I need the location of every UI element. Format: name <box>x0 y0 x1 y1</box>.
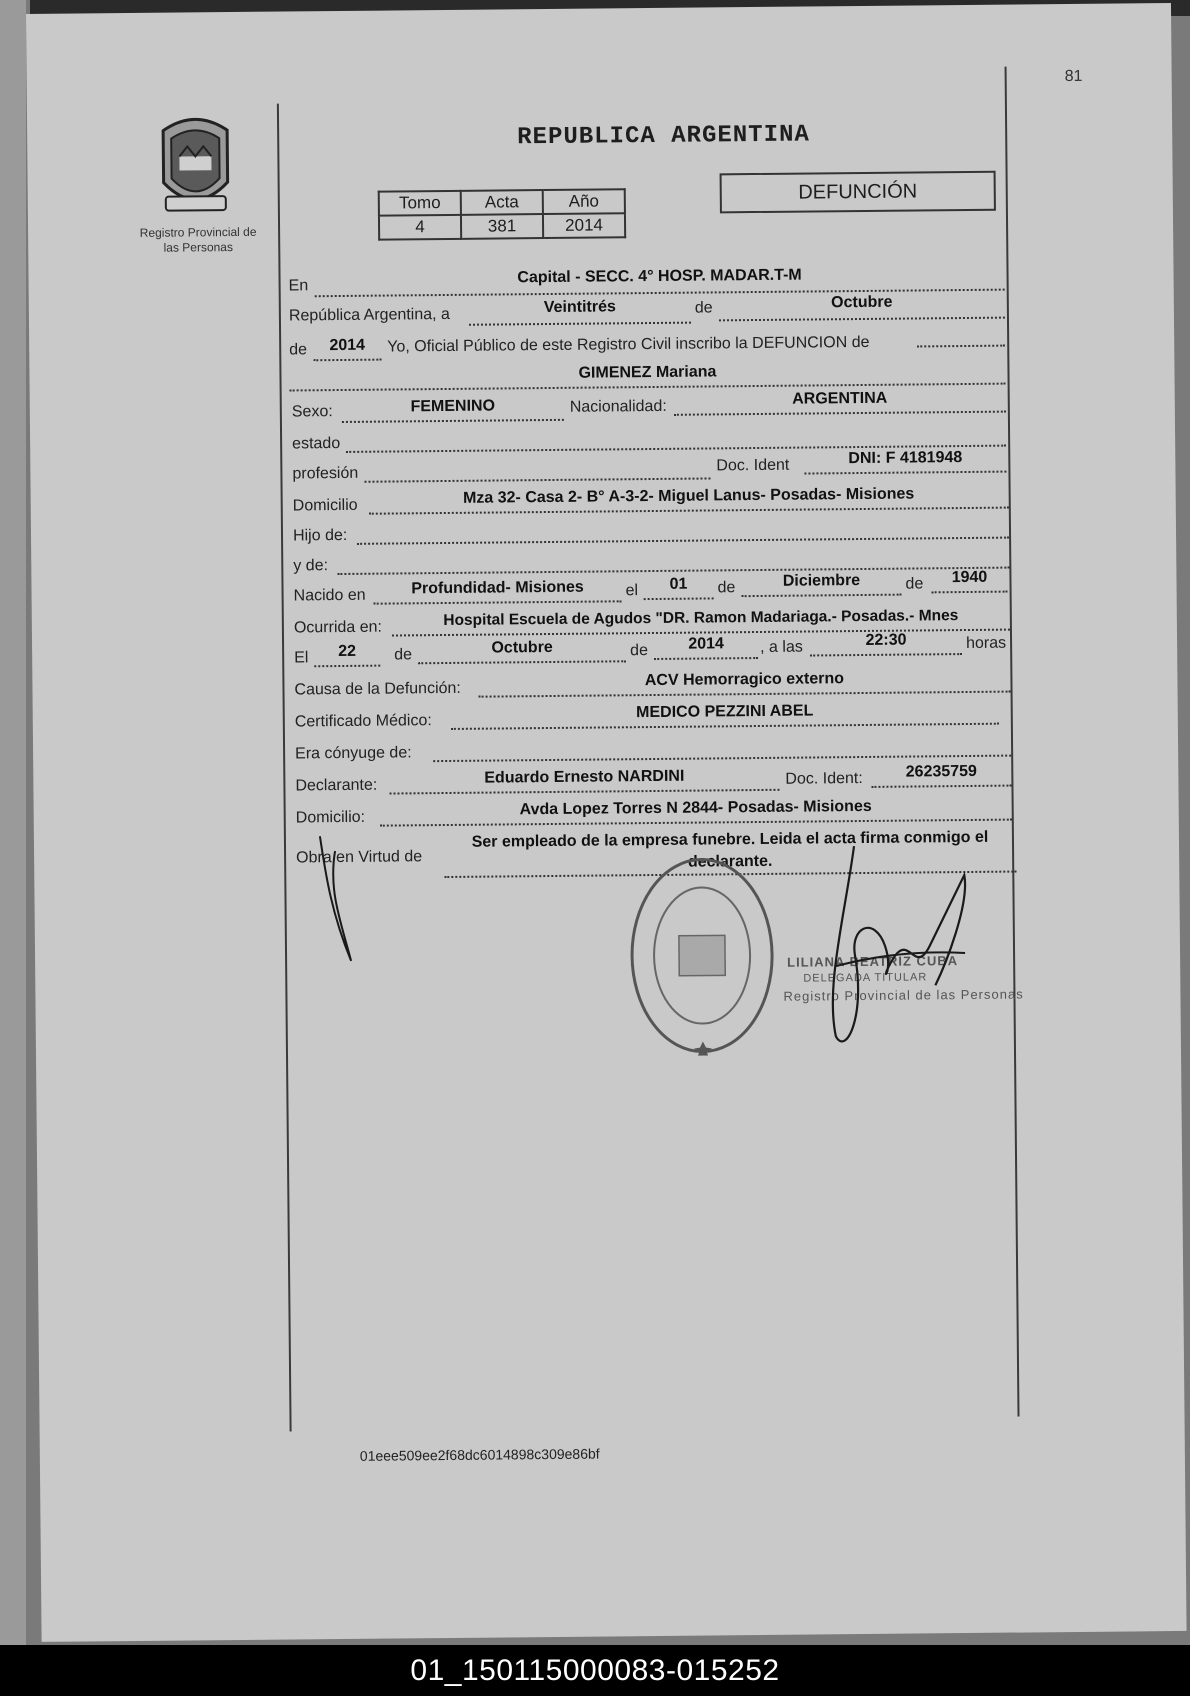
right-margin-rule <box>1005 67 1020 1417</box>
mes-line <box>719 317 1005 322</box>
record-type-box: DEFUNCIÓN <box>720 171 996 214</box>
ocurrida-label: Ocurrida en: <box>293 618 383 637</box>
domicilio2-label: Domicilio: <box>295 808 366 827</box>
y-de-label: y de: <box>293 557 329 575</box>
El-label: El <box>294 649 309 667</box>
tomo-header: Tomo <box>379 191 461 216</box>
reference-table <box>378 188 626 240</box>
de-1: de <box>694 299 713 317</box>
conyuge-label: Era cónyuge de: <box>295 744 412 763</box>
doc-ident-label: Doc. Ident <box>716 456 790 475</box>
a-las-label: , a las <box>760 638 803 656</box>
en-value: Capital - SECC. 4° HOSP. MADAR.T-M <box>517 266 802 287</box>
certificado-value: MEDICO PEZZINI ABEL <box>636 702 814 722</box>
fall-dia-line <box>314 665 380 668</box>
causa-value: ACV Hemorragico externo <box>644 670 845 690</box>
scan-footer-id: 01_150115000083-015252 <box>0 1645 1190 1696</box>
fall-dia-value: 22 <box>338 642 357 661</box>
fall-anio-line <box>654 657 758 660</box>
sexo-label: Sexo: <box>291 403 333 421</box>
hora-line <box>810 653 962 656</box>
doc-ident2-label: Doc. Ident: <box>785 770 863 788</box>
anio-line <box>313 359 381 362</box>
republica-label: República Argentina, a <box>288 305 450 325</box>
ocurrida-en-value: Hospital Escuela de Agudos "DR. Ramon Madariaga.- Posadas.- Mnes <box>443 607 959 630</box>
nacido-label: Nacido en <box>293 586 366 605</box>
fall-anio-value: 2014 <box>688 635 724 653</box>
nacionalidad-label: Nacionalidad: <box>569 397 667 416</box>
y-de-line <box>337 567 1009 575</box>
de-3: de <box>717 579 736 597</box>
dia-texto: Veintitrés <box>543 298 616 317</box>
obra-line-2: declarante. <box>687 852 773 871</box>
logo-caption-line-1: Registro Provincial de <box>139 224 257 240</box>
doc-ident2-line <box>871 785 1011 788</box>
left-margin-rule <box>277 104 292 1432</box>
certificado-label: Certificado Médico: <box>294 712 432 731</box>
declarante-label: Declarante: <box>295 776 378 795</box>
nacionalidad-line <box>674 411 1006 416</box>
horas-label: horas <box>966 634 1007 653</box>
doc-ident-value: DNI: F 4181948 <box>848 449 963 468</box>
acta-header: Acta <box>461 190 543 215</box>
obra-label: Obra en Virtud de <box>296 848 423 867</box>
nac-mes-value: Diciembre <box>782 572 861 590</box>
de-4: de <box>905 575 924 593</box>
anio-value: 2014 <box>543 213 625 238</box>
tomo-value: 4 <box>379 215 461 240</box>
nacido-line <box>374 600 622 604</box>
domicilio2-line <box>380 819 1012 827</box>
anio-value: 2014 <box>329 336 366 355</box>
causa-line <box>479 691 1011 698</box>
hijo-label: Hijo de: <box>292 526 348 545</box>
anio-header: Año <box>543 189 625 214</box>
acta-value: 381 <box>461 214 543 239</box>
logo-caption-line-2: las Personas <box>163 240 234 255</box>
de-6: de <box>630 642 649 660</box>
nac-anio-line <box>932 591 1008 594</box>
dia-line <box>469 322 691 326</box>
oficial-text: Yo, Oficial Público de este Registro Civil inscribo la DEFUNCION de <box>387 333 870 356</box>
nac-anio-value: 1940 <box>951 568 988 587</box>
signatory-name: LILIANA BEATRIZ CUBA <box>787 953 959 970</box>
doc-ident2-value: 26235759 <box>905 762 977 781</box>
obra-line-1: Ser empleado de la empresa funebre. Leida el acta firma conmigo el <box>471 828 989 851</box>
declarante-line <box>389 789 779 795</box>
document-hash: 01eee509ee2f68dc6014898c309e86bf <box>359 1445 600 1464</box>
domicilio2-value: Avda Lopez Torres N 2844- Posadas- Misiones <box>519 797 872 819</box>
nac-dia-value: 01 <box>669 575 688 593</box>
fallecido-nombre: GIMENEZ Mariana <box>578 363 717 382</box>
declarant-signature <box>310 831 371 972</box>
oficial-line <box>917 345 1005 348</box>
profesion-line <box>364 477 710 482</box>
scan-left-margin <box>0 0 26 1696</box>
document-title: REPUBLICA ARGENTINA <box>517 121 810 152</box>
en-label: En <box>288 277 309 295</box>
sexo-line <box>342 419 564 423</box>
hora-value: 22:30 <box>865 631 907 649</box>
certificado-line <box>451 723 999 730</box>
de-5: de <box>394 646 413 664</box>
fall-mes-value: Octubre <box>491 638 553 657</box>
page-number: 81 <box>1064 67 1083 86</box>
sexo-value: FEMENINO <box>410 397 496 416</box>
nacionalidad-value: ARGENTINA <box>792 389 888 408</box>
conyuge-line <box>433 755 1011 763</box>
domicilio-label: Domicilio <box>292 496 358 515</box>
de-2: de <box>289 341 308 359</box>
causa-label: Causa de la Defunción: <box>294 679 461 699</box>
official-seal-stamp <box>626 855 778 1056</box>
certificate-page <box>26 3 1187 1642</box>
domicilio-value: Mza 32- Casa 2- B° A-3-2- Miguel Lanus- Posadas- Misiones <box>462 485 915 507</box>
profesion-label: profesión <box>292 464 359 483</box>
nac-mes-line <box>742 594 902 598</box>
logo-caption <box>133 225 263 256</box>
estado-label: estado <box>292 435 341 453</box>
nacido-en-value: Profundidad- Misiones <box>411 578 584 598</box>
signatory-role: DELEGADA TITULAR <box>803 971 928 985</box>
signatory-office: Registro Provincial de las Personas <box>783 986 1024 1004</box>
nac-dia-line <box>644 597 714 600</box>
registrar-signature <box>814 835 986 1057</box>
fall-mes-line <box>418 660 626 664</box>
hijo-line <box>357 537 1009 545</box>
doc-ident-line <box>804 471 1006 475</box>
misiones-coat-of-arms-icon <box>153 112 238 217</box>
mes-texto: Octubre <box>831 293 893 312</box>
declarante-value: Eduardo Ernesto NARDINI <box>484 767 685 787</box>
el-label: el <box>625 582 639 600</box>
